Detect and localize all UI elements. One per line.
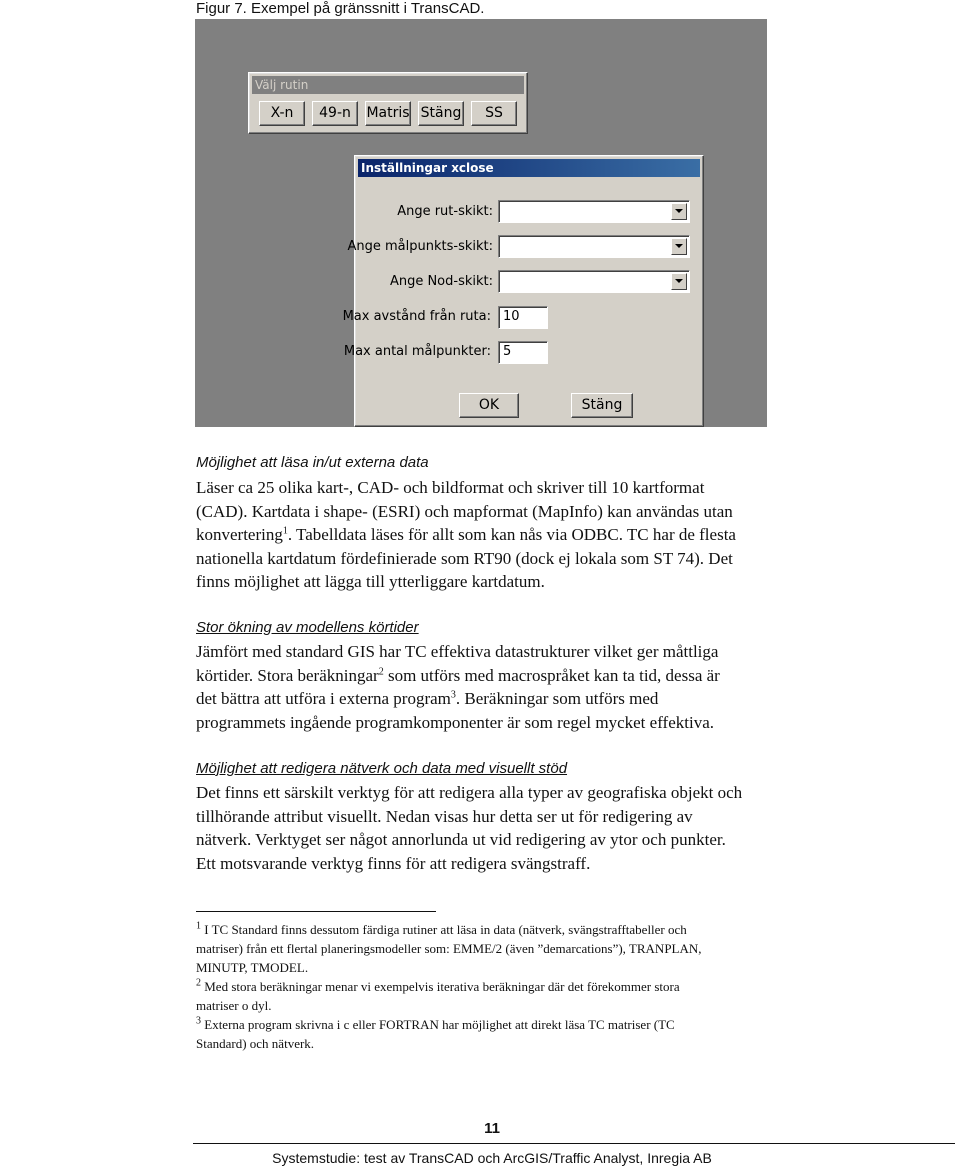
max-antal-input[interactable]: 5	[498, 341, 548, 364]
xclose-titlebar: Inställningar xclose	[358, 159, 700, 177]
text-line: finns möjlighet att lägga till ytterliggare kartdatum.	[196, 572, 545, 591]
section-body-kortider	[196, 640, 796, 734]
footer-rule	[193, 1143, 955, 1144]
page-footer: Systemstudie: test av TransCAD och ArcGIS/Traffic Analyst, Inregia AB	[272, 1150, 712, 1166]
footnotes	[196, 920, 796, 1053]
x-n-button[interactable]: X-n	[259, 101, 305, 126]
text-line: (CAD). Kartdata i shape- (ESRI) och mapformat (MapInfo) kan användas utan	[196, 501, 733, 521]
malpunkts-skikt-select[interactable]	[498, 235, 690, 258]
footnote-number: 2	[196, 977, 201, 989]
chevron-down-icon[interactable]	[671, 238, 687, 255]
footnote-ref: 3	[450, 689, 456, 701]
footnote-number: 1	[196, 920, 201, 932]
text-fragment: konvertering	[196, 525, 283, 544]
ok-button[interactable]: OK	[459, 393, 519, 418]
footnote-text: Med stora beräkningar menar vi exempelvis iterativa beräkningar där det förekommer stora	[201, 979, 680, 994]
stang-dialog-button[interactable]: Stäng	[571, 393, 633, 418]
footnote-rule	[196, 911, 436, 912]
max-avstand-label: Max avstånd från ruta:	[342, 309, 491, 324]
text-line	[196, 523, 796, 547]
installningar-xclose-dialog	[342, 155, 704, 427]
text-line: tillhörande attribut visuellt. Nedan visas hur detta ser ut för redigering av	[196, 806, 693, 826]
section-heading-externa-data: Möjlighet att läsa in/ut externa data	[196, 454, 429, 471]
nod-skikt-select[interactable]	[498, 270, 690, 293]
valj-rutin-titlebar: Välj rutin	[252, 76, 524, 94]
footnote-text: matriser) från ett flertal planeringsmodeller som: EMME/2 (även ”demarcations”), TRANPLAN,	[196, 941, 702, 956]
text-fragment: som utförs med macrospråket kan ta tid, dessa är	[383, 665, 720, 685]
text-line: nationella kartdatum fördefinierade som RT90 (dock ej lokala som ST 74). Det	[196, 548, 733, 568]
footnote-text: Externa program skrivna i c eller FORTRAN har möjlighet att direkt läsa TC matriser (TC	[201, 1017, 675, 1032]
text-fragment: körtider. Stora beräkningar	[196, 665, 379, 685]
ss-button[interactable]: SS	[471, 101, 517, 126]
text-fragment: det bättra att utföra i externa program	[196, 689, 451, 708]
screenshot-figure	[195, 19, 767, 427]
section-body-externa-data	[196, 476, 796, 594]
text-line: Det finns ett särskilt verktyg för att redigera alla typer av geografiska objekt och	[196, 783, 743, 802]
text-line	[196, 687, 796, 711]
footnote-1	[196, 920, 796, 939]
text-line: Ett motsvarande verktyg finns för att redigera svängstraff.	[196, 853, 591, 873]
valj-rutin-dialog	[248, 72, 528, 134]
page-number: 11	[484, 1120, 500, 1137]
footnote-3	[196, 1015, 796, 1034]
text-line: programmets ingående programkomponenter är som regel mycket effektiva.	[196, 712, 715, 732]
footnote-text: MINUTP, TMODEL.	[196, 960, 309, 975]
footnote-ref: 2	[378, 665, 384, 677]
text-line: nätverk. Verktyget ser något annorlunda ut vid redigering av ytor och punkter.	[196, 830, 726, 849]
text-line	[196, 664, 796, 688]
footnote-text: I TC Standard finns dessutom färdiga rutiner att läsa in data (nätverk, svängstrafftabeller och	[201, 922, 687, 937]
text-line: Läser ca 25 olika kart-, CAD- och bildformat och skriver till 10 kartformat	[196, 478, 705, 497]
footnote-text: matriser o dyl.	[196, 998, 272, 1013]
max-antal-label: Max antal målpunkter:	[343, 344, 491, 359]
section-heading-redigera: Möjlighet att redigera nätverk och data med visuellt stöd	[196, 760, 568, 777]
chevron-down-icon[interactable]	[671, 203, 687, 220]
max-avstand-input[interactable]: 10	[498, 306, 548, 329]
footnote-2	[196, 977, 796, 996]
matris-button[interactable]: Matris	[365, 101, 411, 126]
malpunkts-skikt-label: Ange målpunkts-skikt:	[347, 239, 493, 254]
footnote-text: Standard) och nätverk.	[196, 1036, 315, 1051]
section-heading-kortider: Stor ökning av modellens körtider	[196, 619, 419, 636]
text-fragment: . Tabelldata läses för allt som kan nås via ODBC. TC har de flesta	[287, 525, 736, 544]
text-fragment: . Beräkningar som utförs med	[455, 689, 659, 708]
footnote-ref: 1	[282, 525, 288, 537]
49-n-button[interactable]: 49-n	[312, 101, 358, 126]
rut-skikt-label: Ange rut-skikt:	[397, 204, 493, 219]
section-body-redigera	[196, 781, 796, 875]
chevron-down-icon[interactable]	[671, 273, 687, 290]
nod-skikt-label: Ange Nod-skikt:	[389, 274, 493, 289]
text-line: Jämfört med standard GIS har TC effektiva datastrukturer vilket ger måttliga	[196, 642, 719, 661]
footnote-number: 3	[196, 1015, 201, 1027]
stang-button[interactable]: Stäng	[418, 101, 464, 126]
figure-caption: Figur 7. Exempel på gränssnitt i TransCAD.	[196, 0, 485, 17]
rut-skikt-select[interactable]	[498, 200, 690, 223]
